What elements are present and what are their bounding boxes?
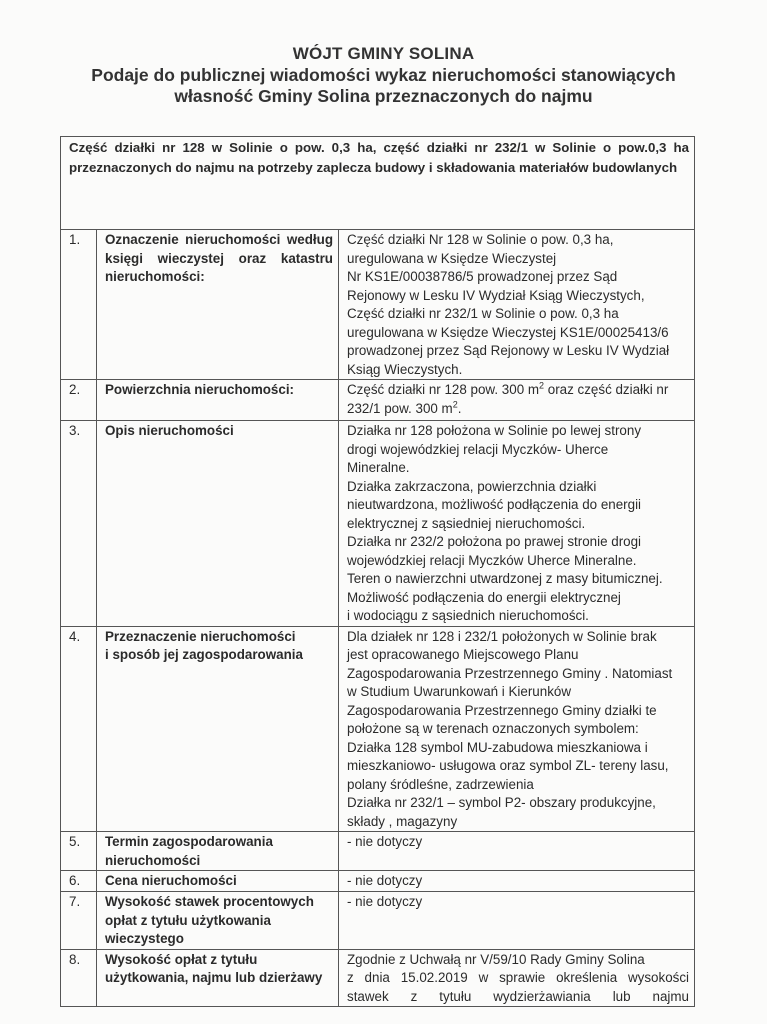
value-line: Działka 128 symbol MU-zabudowa mieszkaniowa i — [347, 739, 648, 755]
table-row — [61, 380, 695, 421]
row-number: 4. — [61, 626, 97, 832]
value-line: Część działki nr 232/1 w Solinie o pow. 0,3 ha — [347, 306, 619, 321]
document-header — [0, 44, 767, 107]
issuer-title: WÓJT GMINY SOLINA — [292, 44, 475, 63]
value-line: uregulowana w Księdze Wieczystej — [347, 250, 557, 266]
value-line: Nr KS1E/00038786/5 prowadzonej przez Sąd — [347, 269, 618, 284]
value-line: składy , magazyny — [347, 813, 458, 829]
row-value — [339, 380, 695, 421]
table-row — [61, 892, 695, 950]
value-line — [347, 400, 689, 419]
row-number: 2. — [61, 380, 97, 421]
value-line: Ksiąg Wieczystych. — [347, 361, 463, 377]
value-line: elektrycznej z sąsiedniej nieruchomości. — [347, 515, 586, 531]
value-line: Zagospodarowania Przestrzennego Gminy . Natomiast — [347, 665, 673, 681]
row-number: 5. — [61, 832, 97, 871]
row-label: Oznaczenie nieruchomości według księgi wieczystej oraz katastru nieruchomości: — [97, 230, 339, 380]
intro-line-1: Część działki nr 128 w Solinie o pow. 0,3 ha, część działki nr 232/1 w Solinie o pow.0,3 ha — [69, 140, 690, 155]
value-line: w Studium Uwarunkowań i Kierunków — [347, 684, 572, 699]
value-line: uregulowana w Księdze Wieczystej KS1E/00025413/6 — [347, 324, 669, 340]
row-value — [339, 230, 695, 380]
table-row — [61, 832, 695, 871]
row-label — [97, 949, 339, 1007]
value-line: położone są w terenach oznaczonych symbolem: — [347, 721, 639, 736]
announcement-title-line-1: Podaje do publicznej wiadomości wykaz nieruchomości stanowiących — [91, 65, 676, 85]
row-label: Powierzchnia nieruchomości: — [97, 380, 339, 421]
value-line: Działka zakrzaczona, powierzchnia działki — [347, 478, 597, 494]
label-line: wieczystego — [105, 931, 184, 946]
announcement-title-line-2: własność Gminy Solina przeznaczonych do najmu — [174, 86, 593, 106]
value-text: . — [457, 400, 462, 416]
label-line: nieruchomości — [105, 852, 201, 868]
value-line: Teren o nawierzchni utwardzonej z masy bitumicznej. — [347, 571, 663, 586]
property-list-table — [60, 136, 695, 1007]
row-label: Opis nieruchomości — [97, 421, 339, 627]
value-line: Możliwość podłączenia do energii elektrycznej — [347, 589, 621, 605]
superscript: 2 — [452, 399, 458, 410]
label-line: i sposób jej zagospodarowania — [105, 647, 303, 662]
label-line: opłat z tytułu użytkowania — [105, 912, 271, 928]
row-label — [97, 626, 339, 832]
value-line: z dnia 15.02.2019 w sprawie określenia wysokości — [347, 970, 690, 985]
row-number: 1. — [61, 230, 97, 380]
label-line: Wysokość stawek procentowych — [105, 894, 314, 909]
row-value — [339, 421, 695, 627]
value-line: Rejonowy w Lesku IV Wydział Ksiąg Wieczystych, — [347, 287, 645, 303]
row-number: 8. — [61, 949, 97, 1007]
row-label — [97, 892, 339, 950]
row-number: 7. — [61, 892, 97, 950]
label-line: Wysokość opłat z tytułu — [105, 951, 258, 967]
value-line: Działka nr 232/1 – symbol P2- obszary produkcyjne, — [347, 795, 656, 810]
row-value — [339, 626, 695, 832]
value-line — [347, 381, 689, 400]
value-line: jest opracowanego Miejscowego Planu — [347, 647, 579, 662]
intro-row — [61, 137, 695, 230]
value-line: drogi wojewódzkiej relacji Myczków- Uherce — [347, 441, 609, 457]
row-number: 3. — [61, 421, 97, 627]
intro-line-2: przeznaczonych do najmu na potrzeby zaplecza budowy i składowania materiałów budowlanych — [69, 160, 678, 175]
row-value: - nie dotyczy — [339, 892, 695, 950]
row-label: Cena nieruchomości — [97, 871, 339, 892]
row-value — [339, 949, 695, 1007]
value-line: Działka nr 232/2 położona po prawej stronie drogi — [347, 534, 642, 549]
value-text: Część działki nr 128 pow. 300 m — [347, 382, 540, 397]
label-line: Przeznaczenie nieruchomości — [105, 628, 296, 644]
label-line: Termin zagospodarowania — [105, 834, 273, 849]
value-line: Część działki Nr 128 w Solinie o pow. 0,3 ha, — [347, 232, 614, 247]
table-row — [61, 949, 695, 1007]
intro-cell — [61, 137, 695, 230]
value-line: Dla działek nr 128 i 232/1 położonych w Solinie brak — [347, 628, 657, 644]
table-row — [61, 421, 695, 627]
value-line: nieutwardzona, możliwość podłączenia do energii — [347, 497, 642, 512]
superscript: 2 — [539, 380, 545, 391]
row-value: - nie dotyczy — [339, 871, 695, 892]
value-line: Zgodnie z Uchwałą nr V/59/10 Rady Gminy Solina — [347, 951, 645, 967]
value-text: oraz część działki nr — [544, 382, 669, 397]
value-line: prowadzonej przez Sąd Rejonowy w Lesku IV Wydział — [347, 343, 670, 358]
value-line: mieszkaniowo- usługowa oraz symbol ZL- tereny lasu, — [347, 758, 669, 773]
table-row — [61, 871, 695, 892]
value-line: Mineralne. — [347, 460, 410, 475]
value-line: wojewódzkiej relacji Myczków Uherce Mineralne. — [347, 552, 637, 568]
row-value: - nie dotyczy — [339, 832, 695, 871]
value-text: 232/1 pow. 300 m — [347, 400, 453, 416]
table-row — [61, 626, 695, 832]
row-number: 6. — [61, 871, 97, 892]
value-line: Działka nr 128 położona w Solinie po lewej strony — [347, 423, 642, 438]
row-label — [97, 832, 339, 871]
value-line: polany śródleśne, zadrzewienia — [347, 776, 534, 792]
table-row — [61, 230, 695, 380]
label-line: użytkowania, najmu lub dzierżawy — [105, 970, 323, 985]
value-line: stawek z tytułu wydzierżawiania lub najmu — [347, 988, 690, 1004]
value-line: Zagospodarowania Przestrzennego Gminy działki te — [347, 702, 657, 718]
value-line: i wodociągu z sąsiednich nieruchomości. — [347, 608, 589, 623]
